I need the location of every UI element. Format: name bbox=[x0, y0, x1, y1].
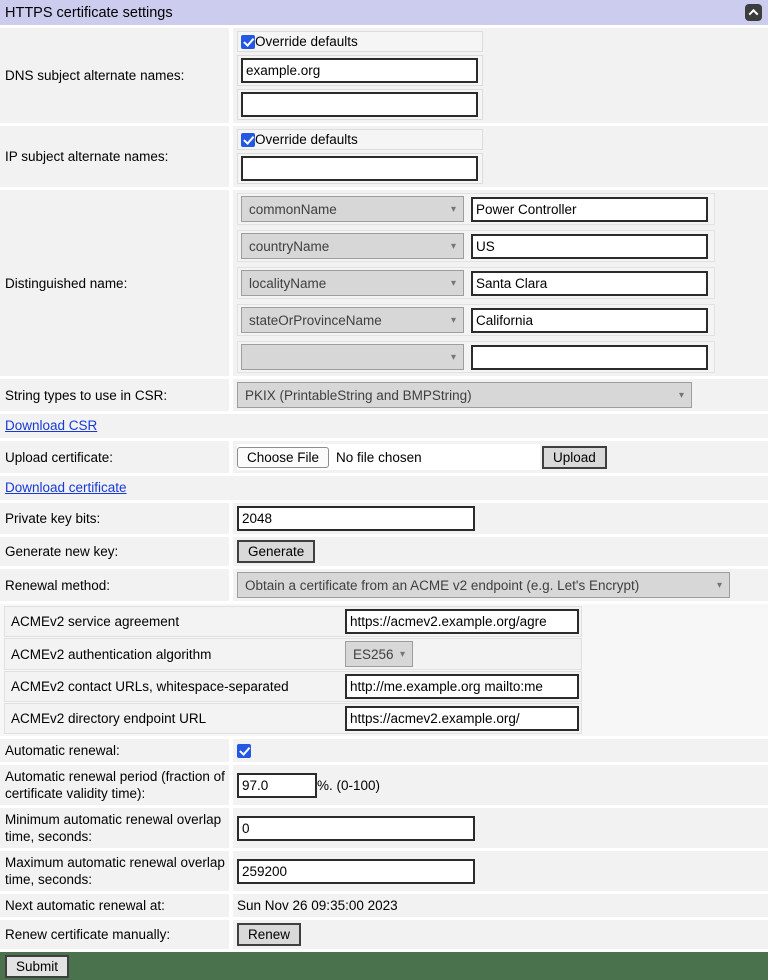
collapse-section-button[interactable] bbox=[745, 4, 762, 21]
renewal-period-input[interactable] bbox=[237, 773, 317, 798]
renew-manually-label: Renew certificate manually: bbox=[0, 920, 229, 949]
upload-button[interactable]: Upload bbox=[542, 446, 607, 469]
distinguished-name-content bbox=[233, 190, 768, 376]
row-private-key-bits bbox=[0, 503, 768, 534]
row-ip-san bbox=[0, 126, 768, 187]
dn-type-select-2[interactable] bbox=[241, 233, 464, 259]
acme-settings-group bbox=[0, 604, 768, 736]
settings-rows bbox=[0, 25, 768, 949]
generate-key-content bbox=[233, 537, 768, 566]
dn-pair-2 bbox=[237, 230, 715, 262]
chevron-down-icon: ▾ bbox=[678, 389, 684, 401]
row-distinguished-name bbox=[0, 190, 768, 376]
next-renewal-value: Sun Nov 26 09:35:00 2023 bbox=[237, 898, 398, 913]
automatic-renewal-label: Automatic renewal: bbox=[0, 739, 229, 762]
acme-contact-urls-input[interactable] bbox=[345, 674, 579, 699]
max-overlap-content bbox=[233, 851, 768, 891]
chevron-up-icon bbox=[749, 9, 759, 19]
download-csr-link[interactable]: Download CSR bbox=[5, 418, 98, 433]
automatic-renewal-checkbox[interactable] bbox=[237, 744, 251, 758]
dn-type-value-4: stateOrProvinceName bbox=[249, 312, 382, 328]
next-renewal-label: Next automatic renewal at: bbox=[0, 894, 229, 917]
chevron-down-icon: ▾ bbox=[450, 277, 456, 289]
row-dns-san bbox=[0, 28, 768, 123]
private-key-bits-input[interactable] bbox=[237, 506, 475, 531]
renewal-method-label: Renewal method: bbox=[0, 569, 229, 601]
ip-override-box bbox=[237, 129, 483, 150]
chevron-down-icon: ▾ bbox=[450, 240, 456, 252]
max-overlap-label: Maximum automatic renewal overlap time, seconds: bbox=[0, 851, 229, 891]
dn-value-input-1[interactable] bbox=[471, 197, 708, 222]
row-acme-auth-algorithm bbox=[4, 638, 582, 670]
chevron-down-icon: ▾ bbox=[450, 314, 456, 326]
max-overlap-input[interactable] bbox=[237, 859, 475, 884]
generate-button[interactable]: Generate bbox=[237, 540, 315, 563]
dn-type-select-1[interactable] bbox=[241, 196, 464, 222]
dn-pair-1 bbox=[237, 193, 715, 225]
dns-san-content bbox=[233, 28, 768, 123]
string-types-label: String types to use in CSR: bbox=[0, 379, 229, 411]
dn-pair-4 bbox=[237, 304, 715, 336]
string-types-select[interactable] bbox=[237, 382, 692, 408]
row-renewal-method bbox=[0, 569, 768, 601]
generate-key-label: Generate new key: bbox=[0, 537, 229, 566]
acme-auth-algorithm-label: ACMEv2 authentication algorithm bbox=[11, 646, 212, 662]
row-download-csr bbox=[0, 414, 768, 438]
chevron-down-icon: ▾ bbox=[399, 648, 405, 660]
renew-manually-content bbox=[233, 920, 768, 949]
distinguished-name-label: Distinguished name: bbox=[0, 190, 229, 376]
submit-button[interactable]: Submit bbox=[5, 955, 69, 978]
row-upload-certificate bbox=[0, 441, 768, 473]
renewal-method-content bbox=[233, 569, 768, 601]
upload-certificate-content bbox=[233, 441, 768, 473]
row-automatic-renewal bbox=[0, 739, 768, 762]
dn-value-input-2[interactable] bbox=[471, 234, 708, 259]
dns-san-input-1[interactable] bbox=[241, 58, 478, 83]
ip-san-input-1[interactable] bbox=[241, 156, 478, 181]
acme-auth-algorithm-select[interactable] bbox=[345, 641, 413, 667]
acme-directory-url-label: ACMEv2 directory endpoint URL bbox=[11, 711, 207, 726]
ip-override-checkbox[interactable] bbox=[241, 133, 255, 147]
chevron-down-icon: ▾ bbox=[450, 351, 456, 363]
choose-file-button[interactable]: Choose File bbox=[237, 447, 329, 468]
dn-type-value-3: localityName bbox=[249, 275, 327, 291]
acme-contact-urls-label: ACMEv2 contact URLs, whitespace-separated bbox=[11, 679, 289, 694]
acme-service-agreement-input[interactable] bbox=[345, 609, 579, 634]
renewal-period-label: Automatic renewal period (fraction of certificate validity time): bbox=[0, 765, 229, 805]
acme-auth-algorithm-value: ES256 bbox=[353, 646, 394, 662]
dn-value-input-5[interactable] bbox=[471, 345, 708, 370]
private-key-bits-content bbox=[233, 503, 768, 534]
dns-override-box bbox=[237, 31, 483, 52]
renewal-period-suffix: %. (0-100) bbox=[317, 777, 381, 793]
min-overlap-input[interactable] bbox=[237, 816, 475, 841]
dns-san-input-2[interactable] bbox=[241, 92, 478, 117]
page-title: HTTPS certificate settings bbox=[5, 4, 173, 21]
row-acme-directory-url bbox=[4, 703, 582, 734]
dn-type-select-3[interactable] bbox=[241, 270, 464, 296]
next-renewal-content bbox=[233, 894, 768, 917]
upload-certificate-label: Upload certificate: bbox=[0, 441, 229, 473]
dn-type-value-2: countryName bbox=[249, 238, 330, 254]
private-key-bits-label: Private key bits: bbox=[0, 503, 229, 534]
download-certificate-link[interactable]: Download certificate bbox=[5, 480, 127, 495]
string-types-value: PKIX (PrintableString and BMPString) bbox=[245, 387, 472, 403]
renewal-period-content bbox=[233, 765, 768, 805]
ip-san-content bbox=[233, 126, 768, 187]
row-renewal-period bbox=[0, 765, 768, 805]
chevron-down-icon: ▾ bbox=[716, 579, 722, 591]
dn-value-input-3[interactable] bbox=[471, 271, 708, 296]
row-string-types bbox=[0, 379, 768, 411]
row-next-renewal bbox=[0, 894, 768, 917]
dn-pair-3 bbox=[237, 267, 715, 299]
section-header bbox=[0, 0, 768, 25]
acme-service-agreement-label: ACMEv2 service agreement bbox=[11, 614, 180, 629]
dn-value-input-4[interactable] bbox=[471, 308, 708, 333]
dn-type-select-5[interactable] bbox=[241, 344, 464, 370]
row-renew-manually bbox=[0, 920, 768, 949]
string-types-content bbox=[233, 379, 768, 411]
dns-override-label: Override defaults bbox=[255, 34, 358, 49]
renewal-method-value: Obtain a certificate from an ACME v2 endpoint (e.g. Let's Encrypt) bbox=[245, 577, 640, 593]
certificate-file-input[interactable] bbox=[237, 444, 540, 470]
chevron-down-icon: ▾ bbox=[450, 203, 456, 215]
row-download-certificate bbox=[0, 476, 768, 500]
dns-san-box-2 bbox=[237, 89, 483, 120]
min-overlap-label: Minimum automatic renewal overlap time, seconds: bbox=[0, 808, 229, 848]
row-acme-contact-urls bbox=[4, 671, 582, 702]
min-overlap-content bbox=[233, 808, 768, 848]
dns-override-checkbox[interactable] bbox=[241, 35, 255, 49]
dns-san-label: DNS subject alternate names: bbox=[0, 28, 229, 123]
row-max-overlap bbox=[0, 851, 768, 891]
ip-san-box-1 bbox=[237, 153, 483, 184]
ip-san-label: IP subject alternate names: bbox=[0, 126, 229, 187]
file-status-text: No file chosen bbox=[336, 449, 422, 465]
dn-pair-5 bbox=[237, 341, 715, 373]
row-acme-service-agreement bbox=[4, 606, 582, 637]
acme-directory-url-input[interactable] bbox=[345, 706, 579, 731]
row-generate-key bbox=[0, 537, 768, 566]
dn-type-value-1: commonName bbox=[249, 201, 337, 217]
renewal-method-select[interactable] bbox=[237, 572, 730, 598]
renew-button[interactable]: Renew bbox=[237, 923, 301, 946]
dns-san-box-1 bbox=[237, 55, 483, 86]
dn-type-select-4[interactable] bbox=[241, 307, 464, 333]
ip-override-label: Override defaults bbox=[255, 132, 358, 147]
automatic-renewal-content bbox=[233, 739, 768, 762]
row-min-overlap bbox=[0, 808, 768, 848]
